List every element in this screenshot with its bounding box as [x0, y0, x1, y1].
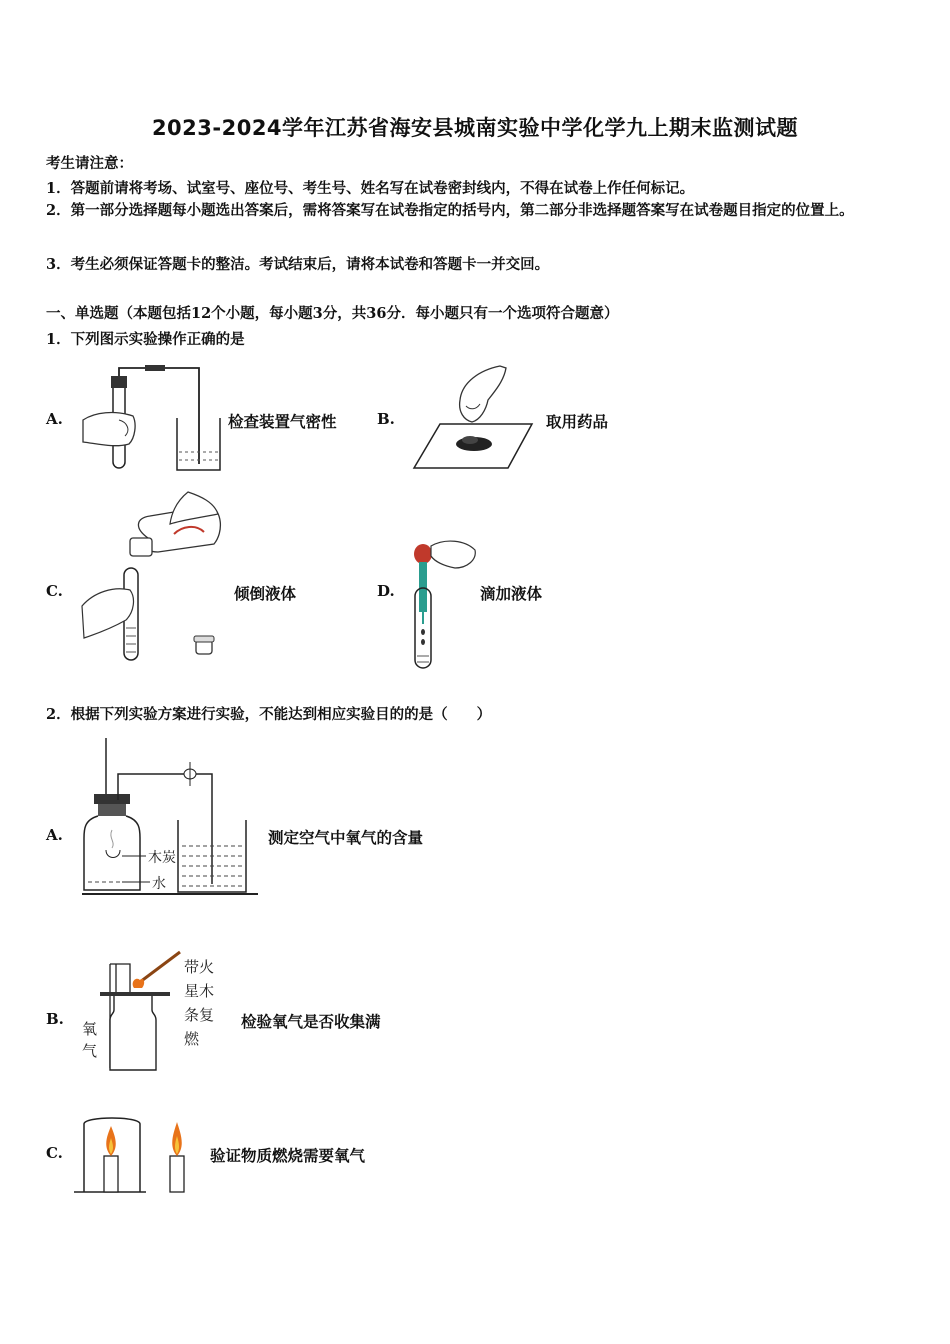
q1-option-d-caption: 滴加液体 — [480, 584, 543, 603]
label-water: 水 — [152, 876, 166, 892]
q1-option-b-label: B. — [377, 410, 395, 428]
q2-option-b-label: B. — [46, 1010, 64, 1028]
q1-fig-airtight-check — [75, 360, 225, 475]
q1-option-c-label: C. — [46, 582, 63, 600]
q1-option-a-caption: 检查装置气密性 — [228, 412, 337, 431]
label-glowing-2: 星木 — [184, 982, 215, 1000]
q1-option-a-label: A. — [46, 410, 63, 428]
q1-option-b-caption: 取用药品 — [546, 412, 609, 431]
label-charcoal: 木炭 — [148, 850, 176, 866]
label-glowing-1: 带火 — [184, 958, 215, 976]
q2-fig-oxygen-full — [80, 948, 230, 1076]
notice-item-2: 2．第一部分选择题每小题选出答案后，需将答案写在试卷指定的括号内，第二部分非选择题答案写在试卷题目指定的位置上。 — [46, 202, 854, 219]
label-glowing-4: 燃 — [184, 1030, 200, 1048]
q1-fig-pour-liquid — [78, 488, 228, 663]
q1-option-d-label: D. — [377, 582, 395, 600]
q2-stem: 2．根据下列实验方案进行实验，不能达到相应实验目的的是（ ） — [46, 706, 492, 723]
q1-option-c-caption: 倾倒液体 — [234, 584, 297, 603]
q2-option-c-label: C. — [46, 1144, 63, 1162]
section-heading: 一、单选题（本题包括12个小题，每小题3分，共36分．每小题只有一个选项符合题意） — [46, 305, 619, 322]
q1-fig-dropper — [405, 536, 480, 671]
q2-option-a-label: A. — [46, 826, 63, 844]
q2-option-a-caption: 测定空气中氧气的含量 — [268, 828, 424, 847]
label-oxygen-2: 气 — [82, 1042, 98, 1060]
q1-fig-take-reagent — [410, 360, 535, 472]
q2-fig-oxygen-content — [78, 738, 263, 900]
notice-item-1: 1．答题前请将考场、试室号、座位号、考生号、姓名写在试卷密封线内，不得在试卷上作任何标记。 — [46, 180, 695, 197]
notice-heading: 考生请注意： — [46, 155, 133, 172]
q2-option-b-caption: 检验氧气是否收集满 — [241, 1012, 381, 1031]
notice-item-3: 3．考生必须保证答题卡的整洁。考试结束后，请将本试卷和答题卡一并交回。 — [46, 256, 550, 273]
label-glowing-3: 条复 — [184, 1006, 215, 1024]
q2-fig-candles — [70, 1112, 200, 1194]
label-oxygen-1: 氧 — [82, 1020, 98, 1038]
q1-stem: 1．下列图示实验操作正确的是 — [46, 331, 245, 348]
q2-option-c-caption: 验证物质燃烧需要氧气 — [210, 1146, 366, 1165]
page-title: 2023-2024学年江苏省海安县城南实验中学化学九上期末监测试题 — [151, 116, 799, 140]
